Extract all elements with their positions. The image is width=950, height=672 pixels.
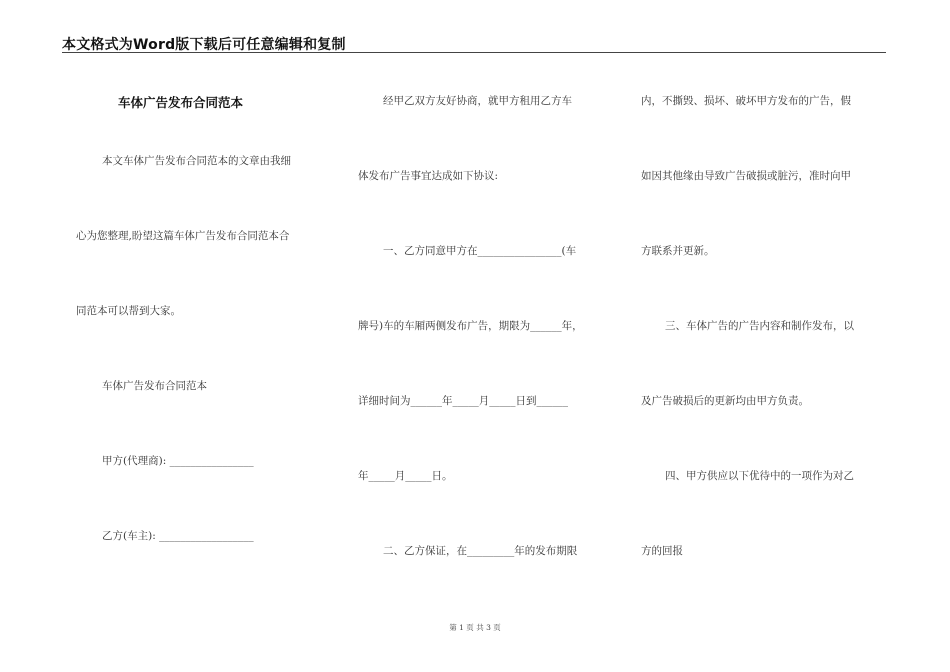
column3-line-3: 方联系并更新。 <box>641 245 715 257</box>
column3-line-2: 如因其他缘由导致广告破损或脏污，准时向甲 <box>641 170 851 182</box>
column3-line-7: 方的回报 <box>641 545 683 557</box>
column1-line-5: 甲方(代理商): ________________ <box>102 455 254 467</box>
column3-line-4: 三、车体广告的广告内容和制作发布，以 <box>665 320 854 332</box>
column3-line-6: 四、甲方供应以下优待中的一项作为对乙 <box>665 470 854 482</box>
column2-line-6: 年_____月_____日。 <box>358 470 453 482</box>
page-number-footer: 第 1 页 共 3 页 <box>449 623 501 632</box>
column2-line-1: 经甲乙双方友好协商，就甲方租用乙方车 <box>383 95 572 107</box>
column1-line-4: 车体广告发布合同范本 <box>102 380 207 392</box>
column2-line-4: 牌号)车的车厢两侧发布广告，期限为______年， <box>358 320 583 332</box>
column2-line-5: 详细时间为______年_____月_____日到______ <box>358 395 568 407</box>
column2-line-7: 二、乙方保证，在_________年的发布期限 <box>383 545 578 557</box>
column1-line-2: 心为您整理,盼望这篇车体广告发布合同范本合 <box>76 230 290 242</box>
column3-line-5: 及广告破损后的更新均由甲方负责。 <box>641 395 809 407</box>
column2-line-3: 一、乙方同意甲方在________________(车 <box>383 245 577 257</box>
contract-title: 车体广告发布合同范本 <box>118 95 244 110</box>
header-divider <box>62 52 886 53</box>
document-header-title: 本文格式为Word版下载后可任意编辑和复制 <box>62 37 346 53</box>
column1-line-3: 同范本可以帮到大家。 <box>76 305 181 317</box>
column1-line-6: 乙方(车主): __________________ <box>102 530 254 542</box>
column2-line-2: 体发布广告事宜达成如下协议: <box>358 170 499 182</box>
column3-line-1: 内，不撕毁、损坏、破坏甲方发布的广告，假 <box>641 95 851 107</box>
column1-line-1: 本文车体广告发布合同范本的文章由我细 <box>102 155 291 167</box>
